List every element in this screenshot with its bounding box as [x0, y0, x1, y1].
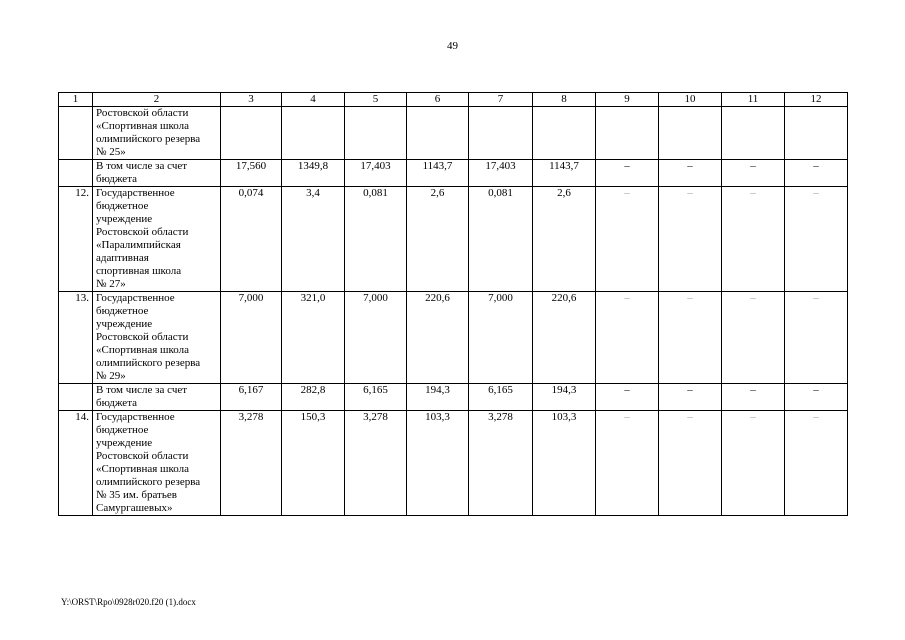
- name-line: Государственное: [96, 292, 175, 304]
- name-line: бюджета: [96, 397, 138, 409]
- table-row: [59, 411, 848, 516]
- column-header: 3: [221, 93, 282, 107]
- value-cell: 7,000: [221, 292, 282, 384]
- value-cell: 17,403: [345, 160, 407, 187]
- value-cell: –: [596, 292, 659, 384]
- value-cell: [407, 107, 469, 160]
- table-row: [59, 292, 848, 384]
- value-cell: 220,6: [407, 292, 469, 384]
- name-line: В том числе за счет: [96, 384, 188, 396]
- value-cell: –: [596, 411, 659, 516]
- row-number-cell: [59, 384, 93, 411]
- name-line: № 25»: [96, 146, 126, 158]
- page-number: 49: [447, 40, 458, 52]
- name-line: учреждение: [96, 318, 153, 330]
- value-cell: –: [722, 384, 785, 411]
- value-cell: [722, 107, 785, 160]
- value-cell: 1349,8: [282, 160, 345, 187]
- value-cell: –: [722, 160, 785, 187]
- value-cell: 6,165: [469, 384, 533, 411]
- value-cell: [533, 107, 596, 160]
- name-line: учреждение: [96, 213, 153, 225]
- value-cell: 2,6: [533, 187, 596, 292]
- name-line: адаптивная: [96, 252, 149, 264]
- name-line: бюджетное: [96, 305, 149, 317]
- column-header: 11: [722, 93, 785, 107]
- value-cell: [659, 107, 722, 160]
- name-line: Ростовской области: [96, 331, 189, 343]
- name-line: Ростовской области: [96, 226, 189, 238]
- name-line: бюджетное: [96, 200, 149, 212]
- column-header: 9: [596, 93, 659, 107]
- column-header: 7: [469, 93, 533, 107]
- name-line: Самургашевых»: [96, 502, 173, 514]
- value-cell: 321,0: [282, 292, 345, 384]
- value-cell: 150,3: [282, 411, 345, 516]
- value-cell: [469, 107, 533, 160]
- value-cell: 6,165: [345, 384, 407, 411]
- value-cell: –: [659, 160, 722, 187]
- value-cell: –: [659, 411, 722, 516]
- value-cell: 3,278: [221, 411, 282, 516]
- value-cell: –: [785, 292, 848, 384]
- value-cell: –: [596, 384, 659, 411]
- value-cell: –: [785, 384, 848, 411]
- name-line: учреждение: [96, 437, 153, 449]
- value-cell: 6,167: [221, 384, 282, 411]
- name-line: олимпийского резерва: [96, 133, 201, 145]
- table-row: [59, 187, 848, 292]
- name-line: Государственное: [96, 411, 175, 423]
- value-cell: –: [596, 160, 659, 187]
- value-cell: –: [659, 187, 722, 292]
- value-cell: 3,4: [282, 187, 345, 292]
- name-line: № 35 им. братьев: [96, 489, 177, 501]
- name-line: Ростовской области: [96, 450, 189, 462]
- value-cell: 103,3: [407, 411, 469, 516]
- table-row: [59, 384, 848, 411]
- table-row: [59, 107, 848, 160]
- institution-name-cell: [93, 107, 221, 160]
- row-number-cell: [59, 107, 93, 160]
- value-cell: –: [722, 411, 785, 516]
- value-cell: 0,081: [469, 187, 533, 292]
- row-number-cell: 12.: [59, 187, 93, 292]
- value-cell: 194,3: [407, 384, 469, 411]
- value-cell: [345, 107, 407, 160]
- column-header: 10: [659, 93, 722, 107]
- name-line: спортивная школа: [96, 265, 182, 277]
- name-line: «Спортивная школа: [96, 120, 190, 132]
- value-cell: 7,000: [345, 292, 407, 384]
- row-number-cell: [59, 160, 93, 187]
- column-header: 1: [59, 93, 93, 107]
- value-cell: 17,403: [469, 160, 533, 187]
- column-header: 6: [407, 93, 469, 107]
- value-cell: [282, 107, 345, 160]
- value-cell: –: [722, 187, 785, 292]
- footer-file-path: Y:\ORST\Rpo\0928r020.f20 (1).docx: [61, 597, 196, 607]
- row-number-cell: 14.: [59, 411, 93, 516]
- value-cell: 0,074: [221, 187, 282, 292]
- table-row: [59, 160, 848, 187]
- name-line: «Спортивная школа: [96, 463, 190, 475]
- column-header: 4: [282, 93, 345, 107]
- institution-name-cell: [93, 160, 221, 187]
- name-line: № 29»: [96, 370, 126, 382]
- value-cell: –: [596, 187, 659, 292]
- value-cell: 7,000: [469, 292, 533, 384]
- value-cell: –: [659, 292, 722, 384]
- column-header: 8: [533, 93, 596, 107]
- name-line: № 27»: [96, 278, 126, 290]
- value-cell: 1143,7: [407, 160, 469, 187]
- value-cell: [596, 107, 659, 160]
- column-header: 5: [345, 93, 407, 107]
- budget-table: [58, 92, 848, 516]
- value-cell: 0,081: [345, 187, 407, 292]
- value-cell: –: [785, 411, 848, 516]
- value-cell: 3,278: [345, 411, 407, 516]
- name-line: «Паралимпийская: [96, 239, 181, 251]
- value-cell: 194,3: [533, 384, 596, 411]
- name-line: олимпийского резерва: [96, 476, 201, 488]
- value-cell: [221, 107, 282, 160]
- value-cell: 1143,7: [533, 160, 596, 187]
- institution-name-cell: [93, 187, 221, 292]
- value-cell: [785, 107, 848, 160]
- name-line: Ростовской области: [96, 107, 189, 119]
- value-cell: –: [785, 187, 848, 292]
- institution-name-cell: [93, 292, 221, 384]
- column-header: 2: [93, 93, 221, 107]
- value-cell: 3,278: [469, 411, 533, 516]
- value-cell: 2,6: [407, 187, 469, 292]
- value-cell: 220,6: [533, 292, 596, 384]
- value-cell: –: [659, 384, 722, 411]
- value-cell: 17,560: [221, 160, 282, 187]
- value-cell: 282,8: [282, 384, 345, 411]
- value-cell: –: [722, 292, 785, 384]
- name-line: бюджетное: [96, 424, 149, 436]
- name-line: олимпийского резерва: [96, 357, 201, 369]
- value-cell: 103,3: [533, 411, 596, 516]
- name-line: бюджета: [96, 173, 138, 185]
- name-line: «Спортивная школа: [96, 344, 190, 356]
- column-header: 12: [785, 93, 848, 107]
- table-header-row: [59, 93, 848, 107]
- row-number-cell: 13.: [59, 292, 93, 384]
- name-line: В том числе за счет: [96, 160, 188, 172]
- institution-name-cell: [93, 384, 221, 411]
- value-cell: –: [785, 160, 848, 187]
- institution-name-cell: [93, 411, 221, 516]
- name-line: Государственное: [96, 187, 175, 199]
